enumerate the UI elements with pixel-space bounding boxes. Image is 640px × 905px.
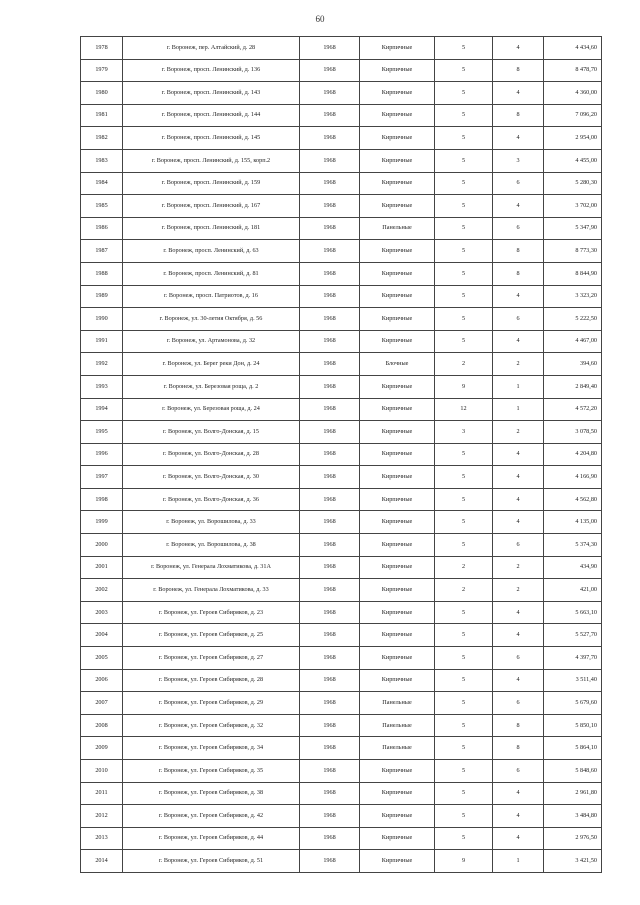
table-row [81, 127, 602, 150]
wall-material-cell: Кирпичные [360, 59, 435, 82]
area-cell: 5 864,10 [544, 737, 602, 760]
table-row [81, 59, 602, 82]
wall-material-cell: Панельные [360, 217, 435, 240]
wall-material-cell: Кирпичные [360, 262, 435, 285]
wall-material-cell: Кирпичные [360, 601, 435, 624]
table-row [81, 285, 602, 308]
year-built-cell: 1968 [300, 782, 360, 805]
address-cell: г. Воронеж, ул. Героев Сибиряков, д. 42 [123, 805, 300, 828]
area-cell: 7 096,20 [544, 104, 602, 127]
wall-material-cell: Кирпичные [360, 330, 435, 353]
address-cell: г. Воронеж, ул. Волго-Донская, д. 36 [123, 488, 300, 511]
address-cell: г. Воронеж, ул. Героев Сибиряков, д. 28 [123, 669, 300, 692]
area-cell: 8 478,70 [544, 59, 602, 82]
row-number-cell: 2005 [81, 647, 123, 670]
entrances-cell: 4 [493, 827, 544, 850]
row-number-cell: 2008 [81, 714, 123, 737]
year-built-cell: 1968 [300, 421, 360, 444]
area-cell: 4 397,70 [544, 647, 602, 670]
row-number-cell: 1981 [81, 104, 123, 127]
wall-material-cell: Блочные [360, 353, 435, 376]
wall-material-cell: Кирпичные [360, 195, 435, 218]
table-row [81, 421, 602, 444]
wall-material-cell: Кирпичные [360, 760, 435, 783]
floors-cell: 5 [435, 59, 493, 82]
table-row [81, 782, 602, 805]
address-cell: г. Воронеж, ул. Героев Сибиряков, д. 51 [123, 850, 300, 873]
table-row [81, 308, 602, 331]
area-cell: 3 484,80 [544, 805, 602, 828]
table-row [81, 398, 602, 421]
year-built-cell: 1968 [300, 466, 360, 489]
wall-material-cell: Кирпичные [360, 488, 435, 511]
year-built-cell: 1968 [300, 692, 360, 715]
table-row [81, 534, 602, 557]
entrances-cell: 8 [493, 240, 544, 263]
year-built-cell: 1968 [300, 172, 360, 195]
address-cell: г. Воронеж, ул. Ворошилова, д. 33 [123, 511, 300, 534]
floors-cell: 5 [435, 172, 493, 195]
floors-cell: 5 [435, 262, 493, 285]
year-built-cell: 1968 [300, 127, 360, 150]
wall-material-cell: Кирпичные [360, 172, 435, 195]
floors-cell: 5 [435, 285, 493, 308]
year-built-cell: 1968 [300, 647, 360, 670]
area-cell: 2 954,00 [544, 127, 602, 150]
year-built-cell: 1968 [300, 443, 360, 466]
year-built-cell: 1968 [300, 827, 360, 850]
floors-cell: 2 [435, 579, 493, 602]
table-row [81, 262, 602, 285]
row-number-cell: 1980 [81, 82, 123, 105]
area-cell: 5 374,30 [544, 534, 602, 557]
floors-cell: 5 [435, 466, 493, 489]
wall-material-cell: Кирпичные [360, 421, 435, 444]
address-cell: г. Воронеж, ул. Березовая роща, д. 2 [123, 375, 300, 398]
housing-registry-table [80, 36, 602, 873]
wall-material-cell: Кирпичные [360, 308, 435, 331]
floors-cell: 5 [435, 827, 493, 850]
year-built-cell: 1968 [300, 511, 360, 534]
entrances-cell: 4 [493, 330, 544, 353]
table-row [81, 149, 602, 172]
row-number-cell: 1995 [81, 421, 123, 444]
row-number-cell: 1985 [81, 195, 123, 218]
entrances-cell: 4 [493, 443, 544, 466]
floors-cell: 5 [435, 127, 493, 150]
area-cell: 5 663,10 [544, 601, 602, 624]
row-number-cell: 2006 [81, 669, 123, 692]
year-built-cell: 1968 [300, 760, 360, 783]
row-number-cell: 2011 [81, 782, 123, 805]
row-number-cell: 1979 [81, 59, 123, 82]
floors-cell: 12 [435, 398, 493, 421]
wall-material-cell: Кирпичные [360, 240, 435, 263]
entrances-cell: 6 [493, 172, 544, 195]
entrances-cell: 8 [493, 737, 544, 760]
floors-cell: 5 [435, 488, 493, 511]
row-number-cell: 1986 [81, 217, 123, 240]
table-row [81, 466, 602, 489]
address-cell: г. Воронеж, просп. Ленинский, д. 143 [123, 82, 300, 105]
row-number-cell: 1989 [81, 285, 123, 308]
table-row [81, 850, 602, 873]
year-built-cell: 1968 [300, 579, 360, 602]
entrances-cell: 4 [493, 466, 544, 489]
address-cell: г. Воронеж, ул. Березовая роща, д. 24 [123, 398, 300, 421]
entrances-cell: 4 [493, 669, 544, 692]
row-number-cell: 1999 [81, 511, 123, 534]
address-cell: г. Воронеж, просп. Ленинский, д. 81 [123, 262, 300, 285]
wall-material-cell: Кирпичные [360, 375, 435, 398]
row-number-cell: 2014 [81, 850, 123, 873]
table-body [81, 37, 602, 873]
address-cell: г. Воронеж, пер. Алтайский, д. 28 [123, 37, 300, 60]
entrances-cell: 6 [493, 308, 544, 331]
area-cell: 4 562,80 [544, 488, 602, 511]
wall-material-cell: Кирпичные [360, 827, 435, 850]
address-cell: г. Воронеж, ул. Героев Сибиряков, д. 44 [123, 827, 300, 850]
year-built-cell: 1968 [300, 285, 360, 308]
wall-material-cell: Кирпичные [360, 443, 435, 466]
address-cell: г. Воронеж, ул. Волго-Донская, д. 15 [123, 421, 300, 444]
row-number-cell: 2000 [81, 534, 123, 557]
address-cell: г. Воронеж, ул. Героев Сибиряков, д. 35 [123, 760, 300, 783]
area-cell: 4 204,80 [544, 443, 602, 466]
wall-material-cell: Кирпичные [360, 466, 435, 489]
floors-cell: 5 [435, 195, 493, 218]
year-built-cell: 1968 [300, 737, 360, 760]
row-number-cell: 2001 [81, 556, 123, 579]
row-number-cell: 1987 [81, 240, 123, 263]
year-built-cell: 1968 [300, 240, 360, 263]
floors-cell: 5 [435, 782, 493, 805]
year-built-cell: 1968 [300, 850, 360, 873]
row-number-cell: 1982 [81, 127, 123, 150]
address-cell: г. Воронеж, ул. Генерала Лохматикова, д. 31А [123, 556, 300, 579]
row-number-cell: 2009 [81, 737, 123, 760]
entrances-cell: 2 [493, 353, 544, 376]
row-number-cell: 2013 [81, 827, 123, 850]
address-cell: г. Воронеж, просп. Ленинский, д. 159 [123, 172, 300, 195]
table-row [81, 601, 602, 624]
floors-cell: 5 [435, 511, 493, 534]
entrances-cell: 3 [493, 149, 544, 172]
table-row [81, 217, 602, 240]
wall-material-cell: Кирпичные [360, 647, 435, 670]
table-row [81, 375, 602, 398]
floors-cell: 5 [435, 805, 493, 828]
address-cell: г. Воронеж, ул. Ворошилова, д. 38 [123, 534, 300, 557]
area-cell: 4 360,00 [544, 82, 602, 105]
entrances-cell: 6 [493, 647, 544, 670]
row-number-cell: 2007 [81, 692, 123, 715]
row-number-cell: 2012 [81, 805, 123, 828]
entrances-cell: 4 [493, 624, 544, 647]
floors-cell: 5 [435, 737, 493, 760]
row-number-cell: 1984 [81, 172, 123, 195]
address-cell: г. Воронеж, просп. Ленинский, д. 167 [123, 195, 300, 218]
table-row [81, 172, 602, 195]
entrances-cell: 4 [493, 127, 544, 150]
area-cell: 4 434,60 [544, 37, 602, 60]
entrances-cell: 4 [493, 782, 544, 805]
entrances-cell: 4 [493, 488, 544, 511]
table-row [81, 805, 602, 828]
row-number-cell: 2003 [81, 601, 123, 624]
area-cell: 4 467,00 [544, 330, 602, 353]
area-cell: 5 850,10 [544, 714, 602, 737]
year-built-cell: 1968 [300, 805, 360, 828]
year-built-cell: 1968 [300, 398, 360, 421]
area-cell: 3 702,00 [544, 195, 602, 218]
address-cell: г. Воронеж, просп. Ленинский, д. 181 [123, 217, 300, 240]
row-number-cell: 1988 [81, 262, 123, 285]
table-row [81, 827, 602, 850]
entrances-cell: 6 [493, 217, 544, 240]
year-built-cell: 1968 [300, 82, 360, 105]
table-row [81, 737, 602, 760]
address-cell: г. Воронеж, просп. Ленинский, д. 155, корп.2 [123, 149, 300, 172]
wall-material-cell: Кирпичные [360, 149, 435, 172]
area-cell: 434,90 [544, 556, 602, 579]
address-cell: г. Воронеж, ул. Героев Сибиряков, д. 25 [123, 624, 300, 647]
floors-cell: 2 [435, 353, 493, 376]
row-number-cell: 1997 [81, 466, 123, 489]
area-cell: 5 222,50 [544, 308, 602, 331]
wall-material-cell: Кирпичные [360, 285, 435, 308]
year-built-cell: 1968 [300, 488, 360, 511]
address-cell: г. Воронеж, ул. 30-летия Октября, д. 56 [123, 308, 300, 331]
floors-cell: 5 [435, 149, 493, 172]
row-number-cell: 1998 [81, 488, 123, 511]
wall-material-cell: Кирпичные [360, 104, 435, 127]
area-cell: 4 572,20 [544, 398, 602, 421]
row-number-cell: 1990 [81, 308, 123, 331]
entrances-cell: 2 [493, 421, 544, 444]
area-cell: 3 511,40 [544, 669, 602, 692]
year-built-cell: 1968 [300, 556, 360, 579]
floors-cell: 5 [435, 624, 493, 647]
address-cell: г. Воронеж, ул. Артамонова, д. 32 [123, 330, 300, 353]
table-row [81, 556, 602, 579]
floors-cell: 9 [435, 375, 493, 398]
wall-material-cell: Кирпичные [360, 556, 435, 579]
table-row [81, 240, 602, 263]
address-cell: г. Воронеж, просп. Ленинский, д. 144 [123, 104, 300, 127]
address-cell: г. Воронеж, ул. Героев Сибиряков, д. 38 [123, 782, 300, 805]
floors-cell: 5 [435, 534, 493, 557]
area-cell: 5 280,30 [544, 172, 602, 195]
table-row [81, 579, 602, 602]
year-built-cell: 1968 [300, 601, 360, 624]
area-cell: 3 323,20 [544, 285, 602, 308]
year-built-cell: 1968 [300, 262, 360, 285]
entrances-cell: 8 [493, 262, 544, 285]
table-row [81, 443, 602, 466]
row-number-cell: 1983 [81, 149, 123, 172]
table-row [81, 511, 602, 534]
table-row [81, 37, 602, 60]
area-cell: 5 527,70 [544, 624, 602, 647]
area-cell: 8 844,90 [544, 262, 602, 285]
row-number-cell: 2004 [81, 624, 123, 647]
area-cell: 5 347,90 [544, 217, 602, 240]
area-cell: 3 421,50 [544, 850, 602, 873]
wall-material-cell: Панельные [360, 714, 435, 737]
area-cell: 5 679,60 [544, 692, 602, 715]
entrances-cell: 4 [493, 82, 544, 105]
floors-cell: 5 [435, 760, 493, 783]
table-row [81, 760, 602, 783]
address-cell: г. Воронеж, просп. Патриотов, д. 16 [123, 285, 300, 308]
entrances-cell: 4 [493, 511, 544, 534]
area-cell: 4 135,00 [544, 511, 602, 534]
floors-cell: 5 [435, 240, 493, 263]
table-row [81, 669, 602, 692]
table-row [81, 195, 602, 218]
table-row [81, 624, 602, 647]
entrances-cell: 2 [493, 579, 544, 602]
year-built-cell: 1968 [300, 149, 360, 172]
entrances-cell: 4 [493, 37, 544, 60]
entrances-cell: 2 [493, 556, 544, 579]
address-cell: г. Воронеж, ул. Героев Сибиряков, д. 29 [123, 692, 300, 715]
year-built-cell: 1968 [300, 217, 360, 240]
area-cell: 4 455,00 [544, 149, 602, 172]
year-built-cell: 1968 [300, 375, 360, 398]
floors-cell: 5 [435, 669, 493, 692]
table-row [81, 104, 602, 127]
year-built-cell: 1968 [300, 669, 360, 692]
wall-material-cell: Кирпичные [360, 782, 435, 805]
wall-material-cell: Кирпичные [360, 669, 435, 692]
wall-material-cell: Кирпичные [360, 850, 435, 873]
entrances-cell: 4 [493, 805, 544, 828]
address-cell: г. Воронеж, ул. Берег реки Дон, д. 24 [123, 353, 300, 376]
wall-material-cell: Кирпичные [360, 127, 435, 150]
area-cell: 2 961,80 [544, 782, 602, 805]
address-cell: г. Воронеж, ул. Героев Сибиряков, д. 27 [123, 647, 300, 670]
floors-cell: 5 [435, 82, 493, 105]
wall-material-cell: Кирпичные [360, 624, 435, 647]
year-built-cell: 1968 [300, 353, 360, 376]
entrances-cell: 4 [493, 285, 544, 308]
row-number-cell: 1996 [81, 443, 123, 466]
year-built-cell: 1968 [300, 714, 360, 737]
row-number-cell: 1991 [81, 330, 123, 353]
area-cell: 421,00 [544, 579, 602, 602]
entrances-cell: 8 [493, 104, 544, 127]
entrances-cell: 8 [493, 59, 544, 82]
floors-cell: 5 [435, 692, 493, 715]
row-number-cell: 1992 [81, 353, 123, 376]
entrances-cell: 6 [493, 760, 544, 783]
row-number-cell: 1993 [81, 375, 123, 398]
entrances-cell: 6 [493, 692, 544, 715]
year-built-cell: 1968 [300, 37, 360, 60]
floors-cell: 2 [435, 556, 493, 579]
table-row [81, 82, 602, 105]
area-cell: 3 078,50 [544, 421, 602, 444]
floors-cell: 5 [435, 601, 493, 624]
floors-cell: 5 [435, 37, 493, 60]
table-row [81, 353, 602, 376]
year-built-cell: 1968 [300, 195, 360, 218]
area-cell: 5 848,60 [544, 760, 602, 783]
row-number-cell: 2010 [81, 760, 123, 783]
address-cell: г. Воронеж, ул. Генерала Лохматикова, д. 33 [123, 579, 300, 602]
area-cell: 394,60 [544, 353, 602, 376]
entrances-cell: 1 [493, 850, 544, 873]
row-number-cell: 1978 [81, 37, 123, 60]
entrances-cell: 4 [493, 195, 544, 218]
wall-material-cell: Кирпичные [360, 805, 435, 828]
entrances-cell: 6 [493, 534, 544, 557]
wall-material-cell: Кирпичные [360, 534, 435, 557]
floors-cell: 5 [435, 647, 493, 670]
address-cell: г. Воронеж, ул. Героев Сибиряков, д. 32 [123, 714, 300, 737]
floors-cell: 9 [435, 850, 493, 873]
table-row [81, 692, 602, 715]
area-cell: 2 849,40 [544, 375, 602, 398]
entrances-cell: 4 [493, 601, 544, 624]
address-cell: г. Воронеж, ул. Героев Сибиряков, д. 34 [123, 737, 300, 760]
floors-cell: 5 [435, 217, 493, 240]
entrances-cell: 1 [493, 375, 544, 398]
wall-material-cell: Панельные [360, 737, 435, 760]
row-number-cell: 1994 [81, 398, 123, 421]
year-built-cell: 1968 [300, 624, 360, 647]
wall-material-cell: Кирпичные [360, 511, 435, 534]
wall-material-cell: Кирпичные [360, 579, 435, 602]
wall-material-cell: Панельные [360, 692, 435, 715]
address-cell: г. Воронеж, просп. Ленинский, д. 145 [123, 127, 300, 150]
table-row [81, 647, 602, 670]
address-cell: г. Воронеж, просп. Ленинский, д. 63 [123, 240, 300, 263]
year-built-cell: 1968 [300, 534, 360, 557]
area-cell: 8 773,30 [544, 240, 602, 263]
floors-cell: 5 [435, 714, 493, 737]
row-number-cell: 2002 [81, 579, 123, 602]
page-number: 60 [315, 14, 325, 24]
address-cell: г. Воронеж, ул. Волго-Донская, д. 30 [123, 466, 300, 489]
wall-material-cell: Кирпичные [360, 82, 435, 105]
address-cell: г. Воронеж, ул. Героев Сибиряков, д. 23 [123, 601, 300, 624]
wall-material-cell: Кирпичные [360, 37, 435, 60]
area-cell: 2 976,50 [544, 827, 602, 850]
wall-material-cell: Кирпичные [360, 398, 435, 421]
floors-cell: 3 [435, 421, 493, 444]
year-built-cell: 1968 [300, 330, 360, 353]
year-built-cell: 1968 [300, 308, 360, 331]
floors-cell: 5 [435, 308, 493, 331]
area-cell: 4 166,90 [544, 466, 602, 489]
table-row [81, 714, 602, 737]
entrances-cell: 1 [493, 398, 544, 421]
entrances-cell: 8 [493, 714, 544, 737]
address-cell: г. Воронеж, просп. Ленинский, д. 136 [123, 59, 300, 82]
floors-cell: 5 [435, 104, 493, 127]
address-cell: г. Воронеж, ул. Волго-Донская, д. 28 [123, 443, 300, 466]
table-row [81, 488, 602, 511]
floors-cell: 5 [435, 330, 493, 353]
floors-cell: 5 [435, 443, 493, 466]
year-built-cell: 1968 [300, 59, 360, 82]
table-row [81, 330, 602, 353]
year-built-cell: 1968 [300, 104, 360, 127]
